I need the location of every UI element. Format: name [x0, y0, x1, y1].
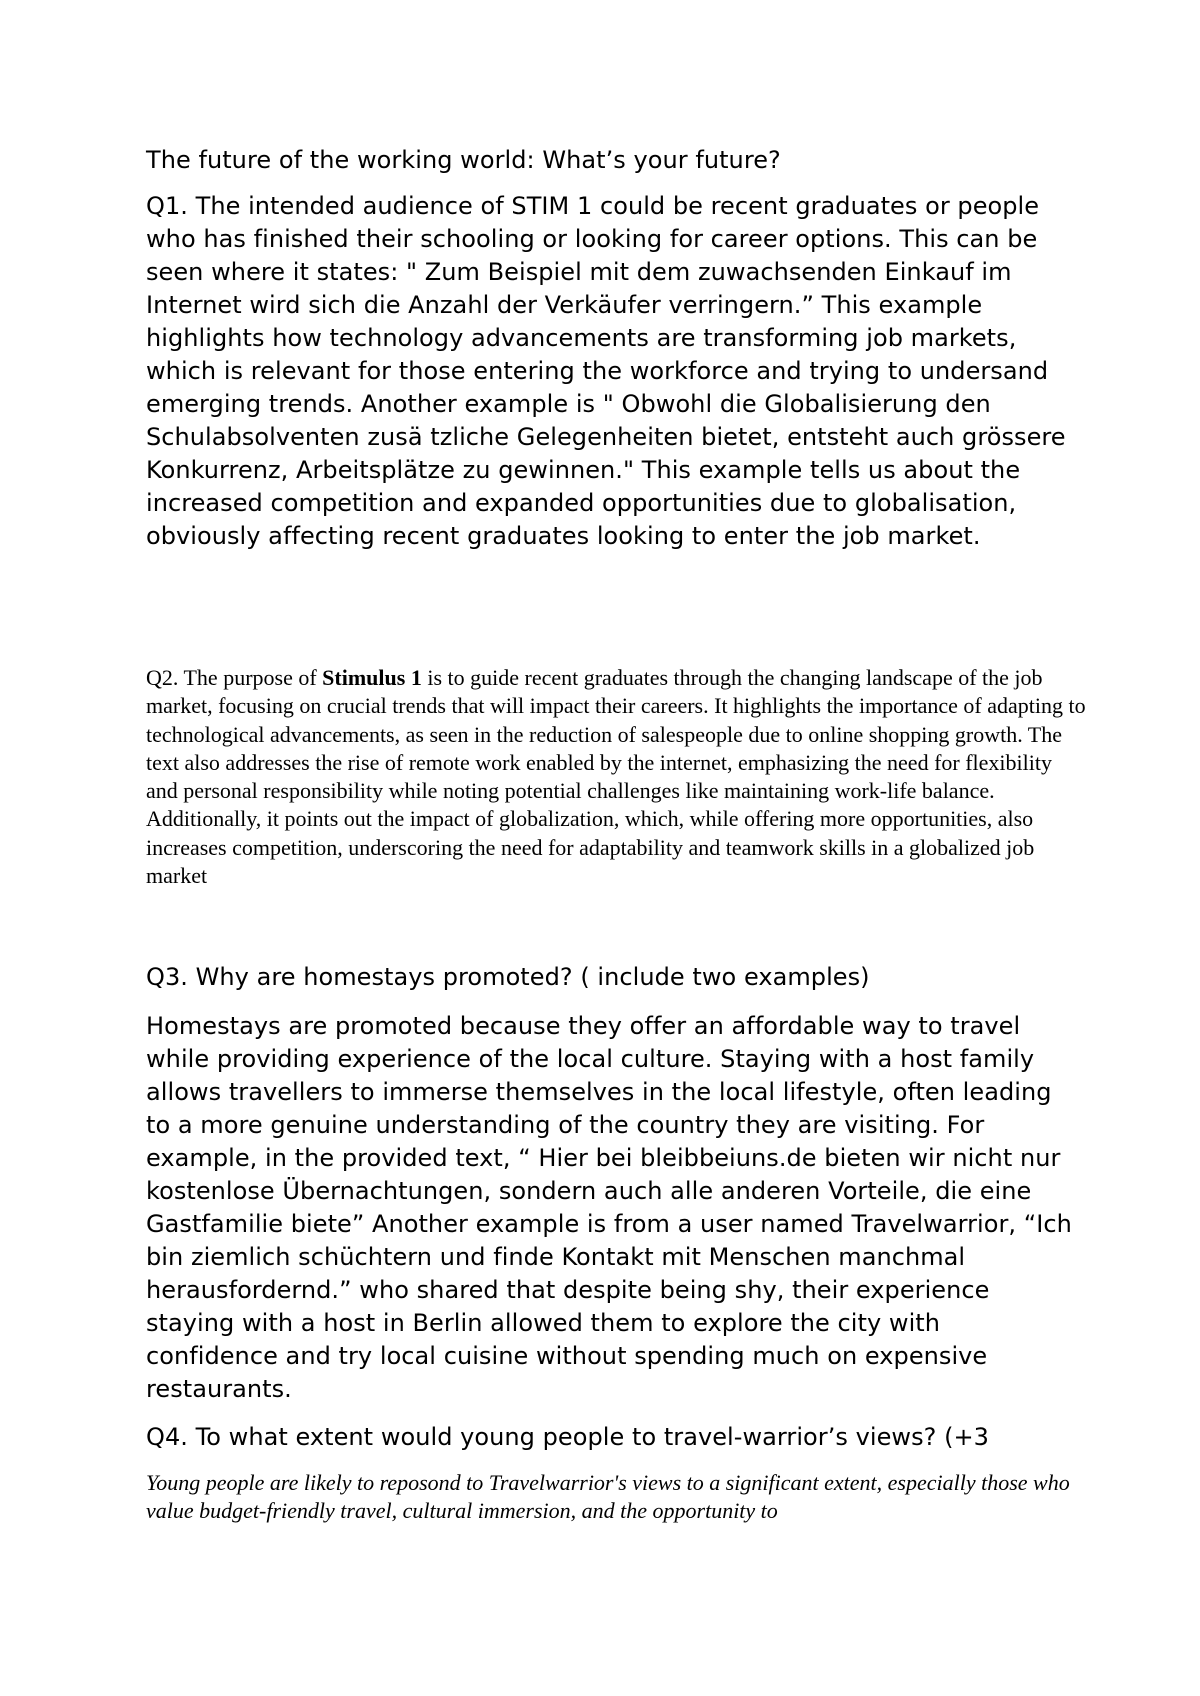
- q4-answer: Young people are likely to reposond to Travelwarrior's views to a significant extent, especially those who value budget-friendly travel, cultural immersion, and the opportunity to: [146, 1470, 1070, 1524]
- q2-prefix: Q2. The purpose of: [146, 665, 323, 690]
- q2-suffix: is to guide recent graduates through the changing landscape of the job market, focusing on crucial trends that will impact their careers. It highlights the importance of adapting to technological advancements, as seen in the reduction of salespeople due to online shopping growth. The text also addresses the rise of remote work enabled by the internet, emphasizing the need for flexibility and personal responsibility while noting potential challenges like maintaining work-life balance. Additionally, it points out the impact of globalization, which, while offering more opportunities, also increases competition, underscoring the need for adaptability and teamwork skills in a globalized job market: [146, 665, 1086, 889]
- q3-heading: Q3. Why are homestays promoted? ( include two examples): [146, 963, 870, 991]
- q2-answer: [146, 664, 1086, 890]
- q2-bold-term: Stimulus 1: [322, 665, 422, 690]
- page-title: The future of the working world: What’s your future?: [146, 146, 781, 174]
- q1-answer: Q1. The intended audience of STIM 1 could be recent graduates or people who has finished their schooling or looking for career options. This can be seen where it states: " Zum Beispiel mit dem zuwachsenden Einkauf im Internet wird sich die Anzahl der Verkäufer verringern.” This example highlights how technology advancements are transforming job markets, which is relevant for those entering the workforce and trying to undersand emerging trends. Another example is " Obwohl die Globalisierung den Schulabsolventen zusä tzliche Gelegenheiten bietet, entsteht auch grössere Konkurrenz, Arbeitsplätze zu gewinnen." This example tells us about the increased competition and expanded opportunities due to globalisation, obviously affecting recent graduates looking to enter the job market.: [146, 192, 1066, 550]
- q3-answer: Homestays are promoted because they offer an affordable way to travel while providing experience of the local culture. Staying with a host family allows travellers to immerse themselves in the local lifestyle, often leading to a more genuine understanding of the country they are visiting. For example, in the provided text, “ Hier bei bleibbeiuns.de bieten wir nicht nur kostenlose Übernachtungen, sondern auch alle anderen Vorteile, die eine Gastfamilie biete” Another example is from a user named Travelwarrior, “Ich bin ziemlich schüchtern und finde Kontakt mit Menschen manchmal herausfordernd.” who shared that despite being shy, their experience staying with a host in Berlin allowed them to explore the city with confidence and try local cuisine without spending much on expensive restaurants.: [146, 1012, 1072, 1403]
- q4-heading: Q4. To what extent would young people to travel-warrior’s views? (+3: [146, 1423, 989, 1451]
